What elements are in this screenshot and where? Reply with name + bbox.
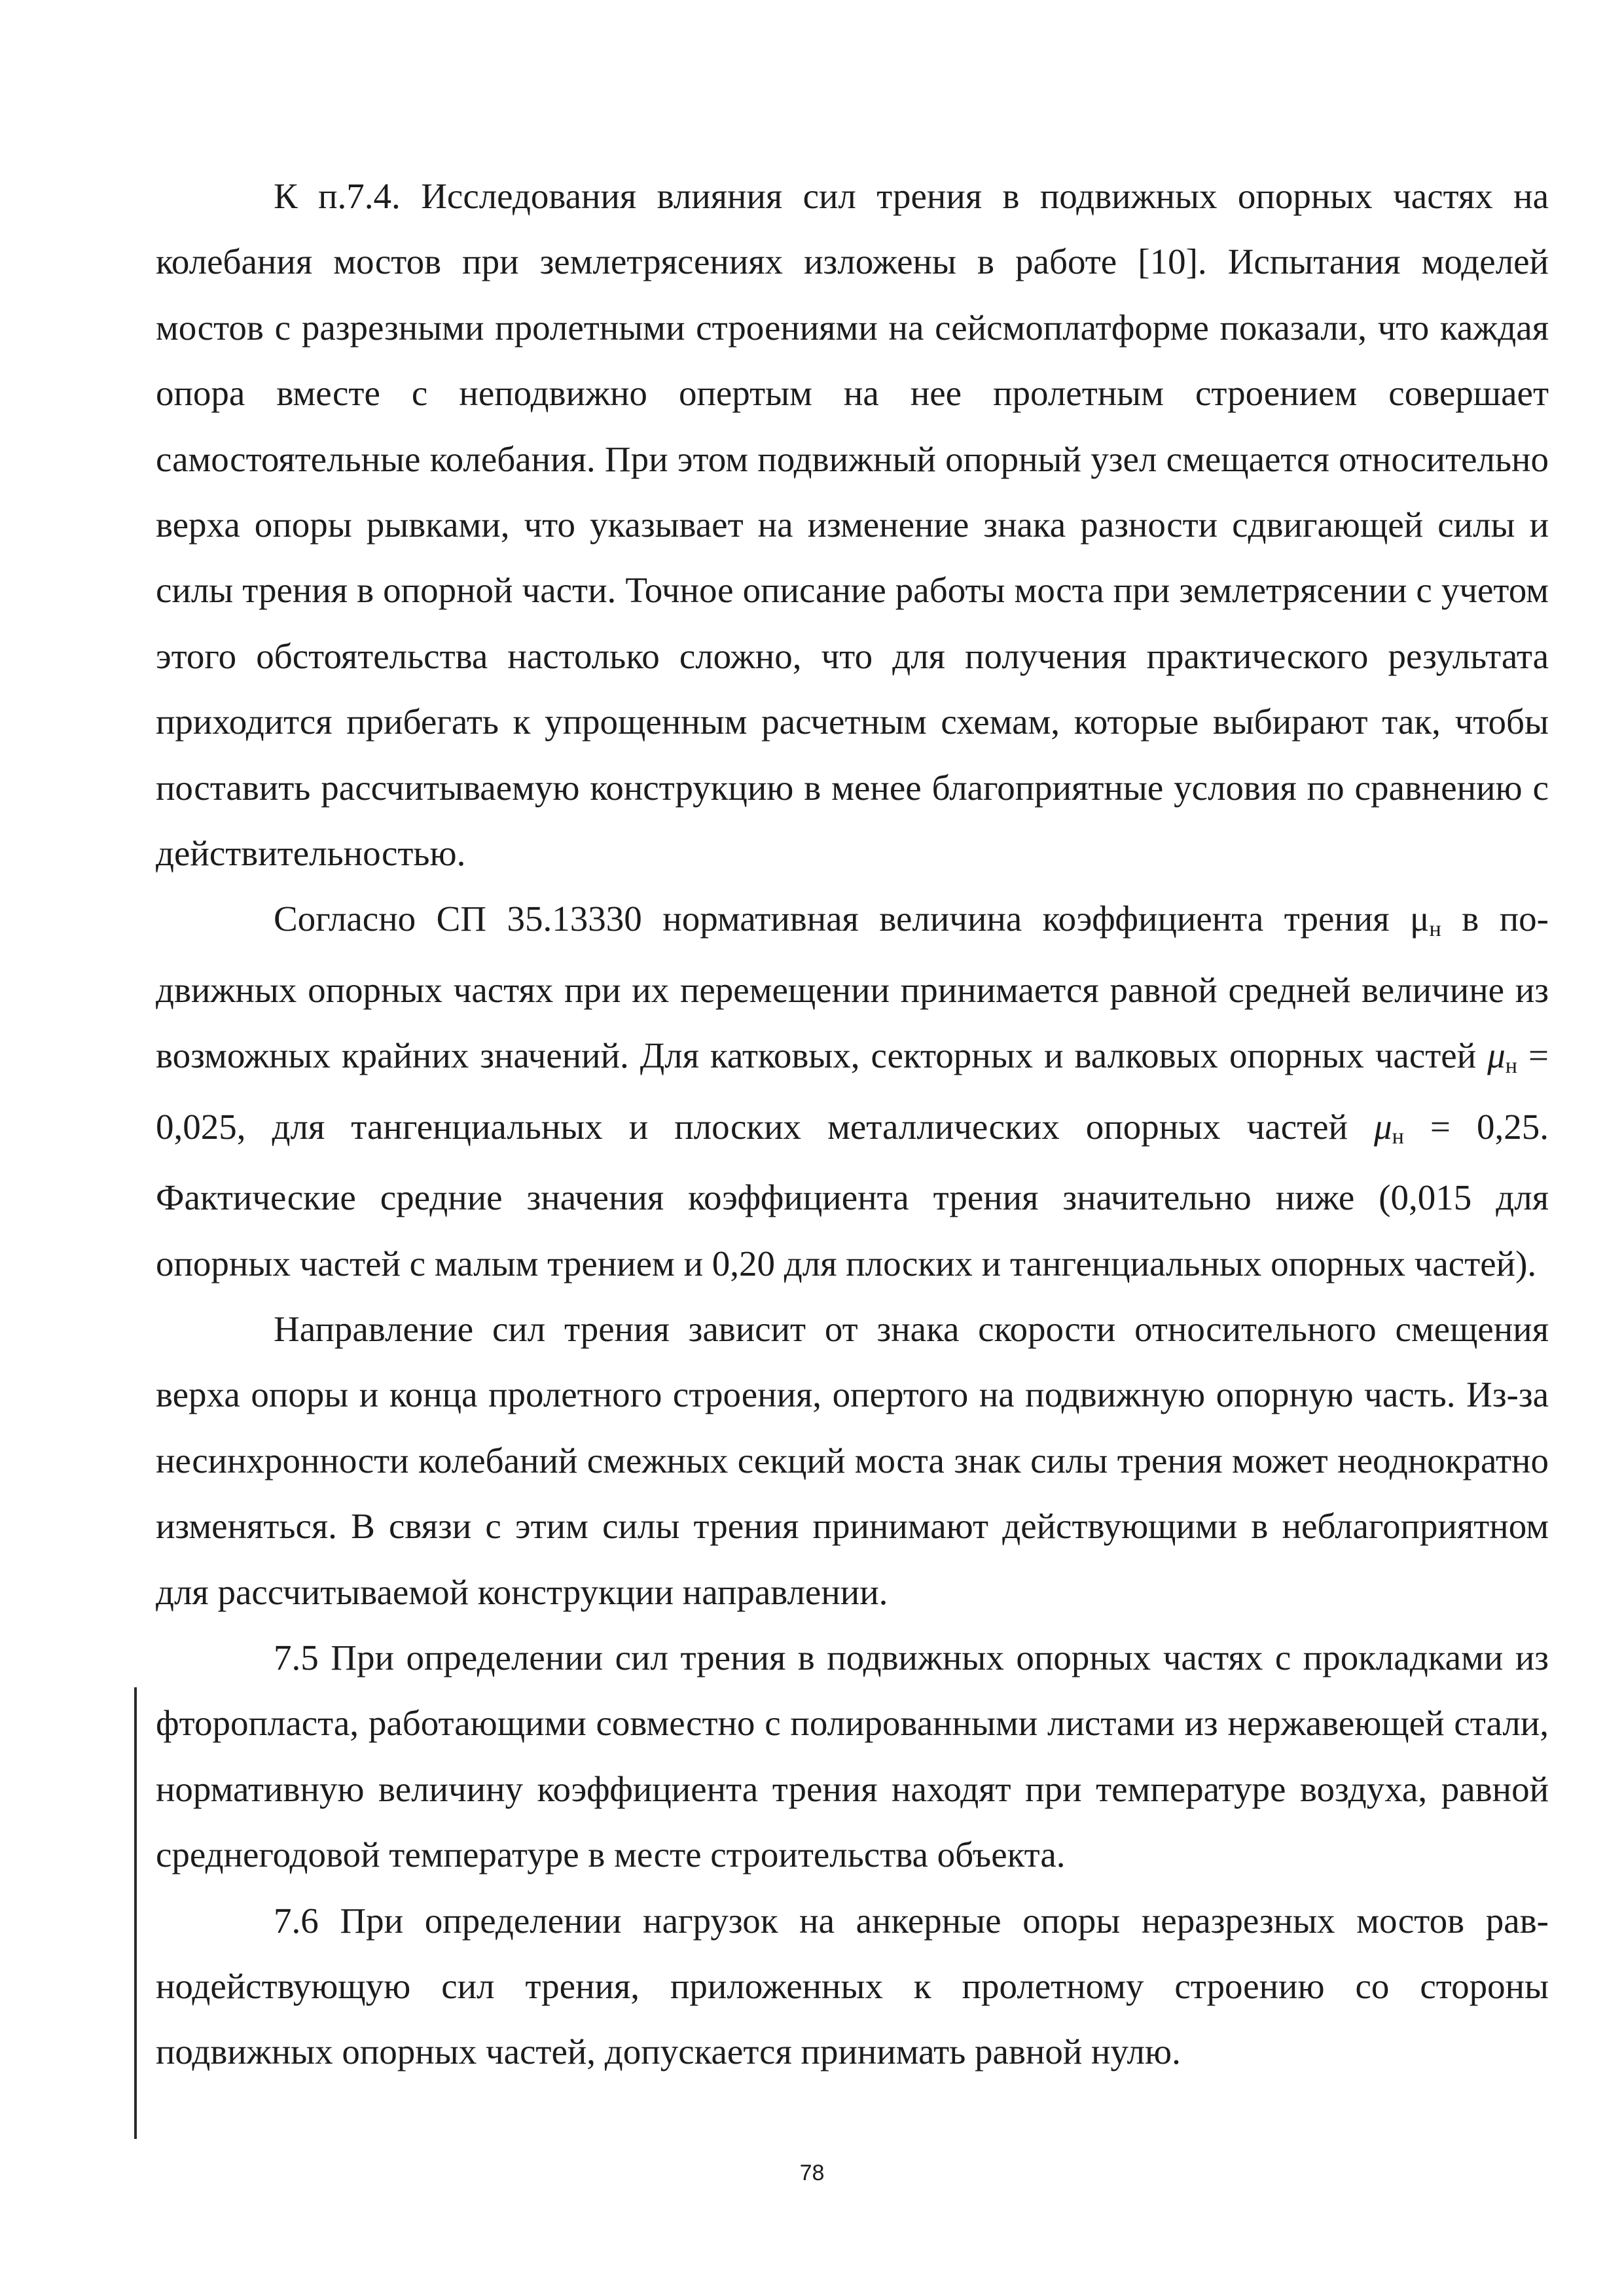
paragraph-friction-direction: Направление сил трения зависит от знака скорости относительного смещения верха опоры и конца пролетного строения, опертого на подвижную опорную часть. Из-за несинхронности колебаний смежных секций моста знак силы трения может неоднократно изменяться. В связи с этим силы трения принимают действующими в неблагоприятном для рассчитываемой конструкции направлении. [156, 1308, 1549, 1612]
paragraph-7-5: 7.5 При определении сил трения в подвижных опорных частях с прокладками из фторопласта, работающими совместно с полированными листами из нержавеющей стали, нормативную величину коэффициента трения находят при температуре воздуха, равной среднегодовой температуре в месте строительства объекта. [156, 1637, 1549, 1875]
subscript-n: н [1392, 1124, 1404, 1149]
page-number: 78 [799, 2161, 825, 2185]
paragraph-7-4-commentary: К п.7.4. Исследования влияния сил трения в подвижных опорных частях на колебания мостов при землетрясениях изложены в работе [10]. Испытания моделей мостов с разрезными пролетными строениями на сейсмоплатформе показали, что каждая опора вместе с неподвижно опертым на нее пролетным строением совершает самостоятельные колебания. При этом подвижный опорный узел смещается относительно верха опоры рывками, что указывает на изменение знака разности сдвигающей силы и силы трения в опорной части. Точное описание работы моста при землетрясении с учетом этого обстоятельства настолько сложно, что для получения практического результата приходится прибегать к упрощенным расчетным схемам, которые выбирают так, чтобы поставить рассчитываемую конструкцию в менее благоприятные условия по сравнению с действительностью. [156, 176, 1549, 874]
mu-symbol: μ [1487, 1035, 1506, 1076]
friction-text-part-1: Согласно СП 35.13330 нормативная величина коэффициента трения μ [274, 899, 1430, 939]
friction-text-part-3: = 0,025, для тангенциальных и плоских металлических опорных частей [156, 1035, 1549, 1147]
revision-bar [134, 1687, 137, 2139]
subscript-n: н [1429, 916, 1441, 941]
friction-text-part-2: в подвижных опорных частях при их перемещении принимается равной средней величине из возможных крайних значений. Для катковых, секторных и валковых опорных частей [156, 899, 1549, 1076]
friction-text-part-4: = 0,25. Фактические средние значения коэффициента трения значительно ниже (0,015 для опорных частей с малым трением и 0,20 для плоских и тангенциальных опорных частей). [156, 1106, 1549, 1283]
mu-symbol: μ [1374, 1106, 1392, 1147]
body-text [156, 164, 1549, 2085]
subscript-n: н [1505, 1053, 1517, 1078]
paragraph-7-6: 7.6 При определении нагрузок на анкерные опоры неразрезных мостов равнодействующую сил трения, приложенных к пролетному строению со стороны подвижных опорных частей, допускается принимать равной нулю. [156, 1900, 1549, 2072]
paragraph-friction-coefficients [156, 886, 1549, 1296]
